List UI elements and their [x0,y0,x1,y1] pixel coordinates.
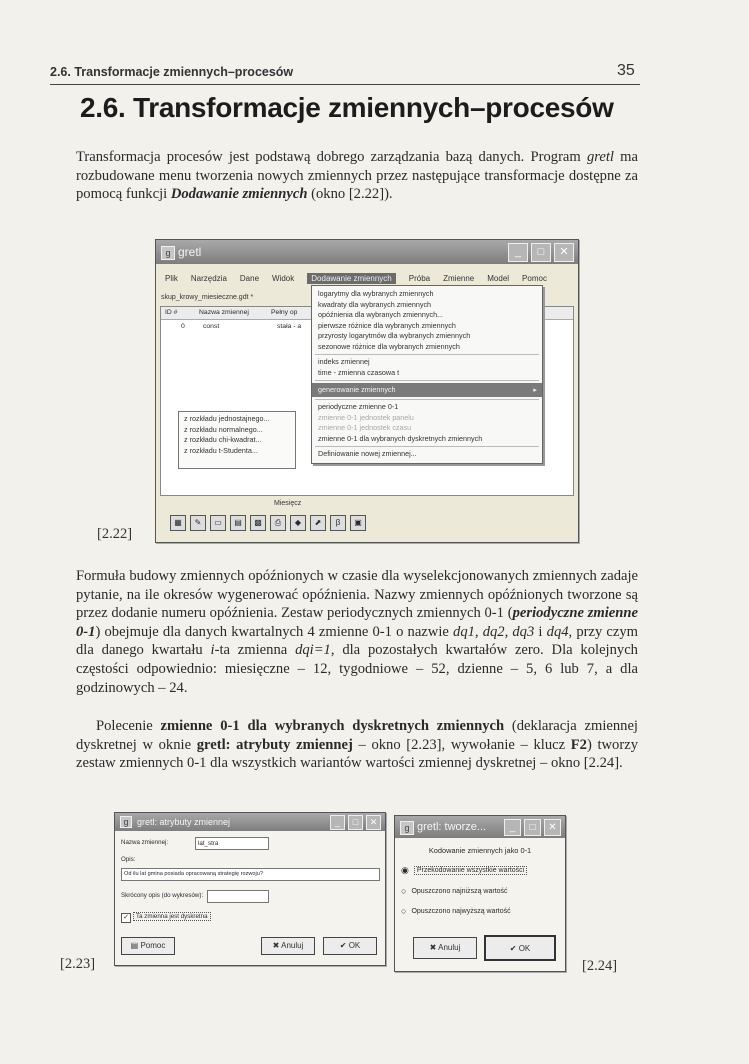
menu-item-periodic-dummies[interactable]: periodyczne zmienne 0-1 [318,402,399,411]
p3-text-3: – okno [2.23], wywołanie – klucz [352,736,571,753]
window-title: gretl [178,245,202,259]
submenu-arrow-icon: ▸ [533,385,537,394]
intro-text-3: (okno [2.22]). [307,186,393,203]
p2-text-1: Formuła budowy zmiennych opóźnionych w czasie dla wyselekcjonowanych zmiennych zadaje pytanie, na ile okresów wygenerować opóźnienia. Nazwy zmiennych opóźnionych tworzone są przez dodanie numeru opóźnienia. Zestaw periodycznych zmiennych 0-1 ( [76,568,638,622]
menu-pomoc[interactable]: Pomoc [522,273,547,283]
menu-widok[interactable]: Widok [272,273,295,283]
option-drop-highest[interactable] [401,906,511,916]
row-id: 0 [181,323,185,330]
column-name[interactable]: Nazwa zmiennej [199,309,249,316]
option-drop-lowest-label: Opuszczono najniższą wartość [411,887,508,895]
menu-separator [315,399,539,400]
cancel-button[interactable] [413,937,477,959]
generate-submenu [178,411,296,469]
name-label: Nazwa zmiennej: [121,839,169,846]
menu-separator [315,354,539,355]
menu-dane[interactable]: Dane [239,273,260,283]
dummify-dialog [394,815,566,972]
dataset-filename: skup_krowy_miesieczne.gdt * [161,294,254,301]
intro-program-name: gretl [586,149,614,165]
option-drop-highest-label: Opuszczono najwyższą wartość [411,907,511,915]
cancel-button-label: Anuluj [438,943,461,952]
menu-dodawanie-zmiennych[interactable]: Dodawanie zmiennych [307,273,396,284]
option-drop-lowest[interactable] [401,886,508,896]
p2-text-6: , dla pozostałych kwartałów zero. Dla kolejnych częstości odpowiednio: miesięczne – 12, tygodniowe – 52, dzienne – 5, 6 lub 7, a dla godzinowych – 24. [76,642,638,696]
edit-icon[interactable]: ✎ [190,515,206,531]
menu-item-discrete-dummies[interactable]: zmienne 0-1 dla wybranych dyskretnych zmiennych [318,433,483,443]
description-input[interactable]: Od ilu lat gmina posiada opracowaną strategię rozwoju? [121,868,380,881]
menu-plik[interactable]: Plik [165,273,178,283]
p2-text-3: i [534,623,547,640]
p2-var-dq4: dq4 [546,623,569,640]
menu-item-unit-dummies: zmienne 0-1 jednostek panelu [318,412,414,422]
intro-text-1: Transformacja procesów jest podstawą dobrego zarządzania bazą danych. Program [76,149,587,165]
figure-label-222: [2.22] [97,526,133,542]
p3-text-1: Polecenie [96,718,161,734]
ok-button[interactable] [484,935,556,961]
cancel-button[interactable] [261,937,315,955]
add-variables-dropdown [311,285,543,464]
menu-item-log-differences[interactable]: przyrosty logarytmów dla wybranych zmiennych [318,331,471,340]
menu-item-random-variable-label: generowanie zmiennych [318,385,396,394]
menu-item-define-new-variable[interactable]: Definiowanie nowej zmiennej... [318,449,417,458]
option-all-values[interactable] [401,865,527,876]
menu-item-first-differences[interactable]: pierwsze różnice dla wybranych zmiennych [318,320,456,330]
p3-text-4: ) tworzy zestaw zmiennych 0-1 dla wszystkich wariantów wartości zmiennej dyskretnej – okno [2.24]. [76,736,638,772]
p2-var-names: dq1, dq2, dq3 [453,623,535,640]
close-button[interactable]: ✕ [544,819,561,836]
p2-text-4: , przy czym dla danego kwartału [76,623,639,659]
gretl-app-icon: g [161,246,175,260]
window-titlebar [156,240,578,264]
p3-command-name: zmienne 0-1 dla wybranych dyskretnych zmiennych [160,718,505,734]
intro-paragraph [76,148,638,204]
menu-zmienne[interactable]: Zmienne [443,273,475,283]
submenu-t-student[interactable]: z rozkładu t-Studenta... [184,445,258,455]
ok-button-label: OK [518,944,531,953]
header-rule [50,84,640,85]
menu-item-random-variable[interactable] [312,383,542,397]
gretl-app-icon: g [120,816,132,828]
figure-label-223: [2.23] [60,956,96,972]
maximize-button[interactable]: □ [348,815,363,830]
session-icon[interactable]: ▤ [230,515,246,531]
intro-function-name: Dodawanie zmiennych [170,186,308,203]
box-icon[interactable]: ▣ [350,515,366,531]
submenu-normal[interactable]: z rozkładu normalnego... [184,424,263,434]
status-text: Miesięcz [274,500,302,507]
discrete-checkbox[interactable]: ✓ [121,913,131,923]
radio-selected-icon: ◉ [401,865,409,875]
row-description: stała - a [277,323,302,330]
paragraph-discrete [76,717,638,773]
cancel-icon: ✖ [272,941,282,950]
dialog-titlebar [395,816,565,838]
ok-button-label: OK [348,941,361,950]
menu-separator [315,446,539,447]
ok-button[interactable] [323,937,377,955]
name-input[interactable]: lat_stra [195,837,269,850]
model-icon[interactable]: ◆ [290,515,306,531]
option-all-values-label: Przekodowanie wszystkie wartości [414,866,527,875]
cancel-button-label: Anuluj [281,941,304,950]
menu-separator [315,380,539,381]
dialog-title: gretl: tworze... [417,821,487,833]
menu-model[interactable]: Model [487,273,510,283]
menu-item-logarithms[interactable]: logarytmy dla wybranych zmiennych [318,289,434,298]
submenu-uniform[interactable]: z rozkładu jednostajnego... [184,414,270,423]
radio-icon: ○ [401,906,407,916]
print-icon[interactable]: ⎙ [270,515,286,531]
menu-narzedzia[interactable]: Narzędzia [190,273,227,283]
console-icon[interactable]: ▭ [210,515,226,531]
column-description[interactable]: Pełny op [271,309,298,316]
p2-var-dqi: dqi=1 [295,642,331,659]
p3-text-2: (deklaracja zmiennej dyskretnej w oknie [76,718,638,753]
close-button[interactable]: ✕ [366,815,381,830]
ok-icon: ✔ [509,944,519,953]
section-title: 2.6. Transformacje zmiennych–procesów [80,92,614,123]
attributes-dialog [114,812,386,966]
cancel-icon: ✖ [429,943,439,952]
menu-item-time-trend[interactable]: time - zmienna czasowa t [318,367,400,377]
short-description-label: Skrócony opis (do wykresów): [121,892,204,899]
submenu-chi-square[interactable]: z rozkładu chi-kwadrat... [184,435,262,444]
menu-item-lags[interactable]: opóźnienia dla wybranych zmiennych... [318,310,444,319]
minimize-button[interactable]: _ [504,819,521,836]
menu-item-seasonal-differences[interactable]: sezonowe różnice dla wybranych zmiennych [318,341,460,351]
figure-label-224: [2.24] [582,958,618,974]
graph-icon[interactable]: ⬈ [310,515,326,531]
menu-item-index[interactable]: indeks zmiennej [318,357,370,366]
coding-heading: Kodowanie zmiennych jako 0-1 [428,846,532,855]
help-icon: ▤ [130,941,141,950]
toolbar [170,515,366,531]
dialog-titlebar [115,813,385,831]
short-description-input[interactable] [207,890,269,903]
beta-icon[interactable]: β [330,515,346,531]
intro-text-2: ma rozbudowane menu tworzenia nowych zmiennych przez następujące transformacje dostępne za pomocą funkcji [76,149,638,203]
help-button-label: Pomoc [140,941,166,950]
help-button[interactable] [121,937,175,955]
calculator-icon[interactable]: ▦ [170,515,186,531]
ok-icon: ✔ [339,941,349,950]
minimize-button[interactable]: _ [330,815,345,830]
maximize-button[interactable]: □ [524,819,541,836]
p2-text-2: ) obejmuje dla danych kwartalnych 4 zmienne 0-1 o nazwie [95,623,454,640]
p2-text-5: -ta zmienna [214,642,296,659]
page-number: 35 [617,62,635,79]
menu-proba[interactable]: Próba [408,273,431,283]
p2-command-name: periodyczne zmienne 0-1 [76,605,638,640]
gretl-main-window [155,239,579,543]
menu-item-time-dummies: zmienne 0-1 jednostek czasu [318,423,412,432]
running-title: 2.6. Transformacje zmiennych–procesów [50,65,294,79]
row-name: const [203,323,220,330]
maximize-button[interactable]: □ [531,243,551,262]
column-id[interactable]: ID # [165,309,178,316]
description-label: Opis: [121,856,136,863]
close-button[interactable]: ✕ [554,243,574,262]
dialog-title: gretl: atrybuty zmiennej [137,817,231,827]
radio-icon: ○ [401,886,407,896]
help-icon[interactable]: ▩ [250,515,266,531]
gretl-app-icon: g [400,821,414,835]
discrete-checkbox-label: Ta zmienna jest dyskretna [133,912,211,921]
p3-window-name: gretl: atrybuty zmiennej [196,736,353,753]
p3-key: F2 [570,736,587,753]
minimize-button[interactable]: _ [508,243,528,262]
menubar [157,271,577,285]
menu-item-squares[interactable]: kwadraty dla wybranych zmiennych [318,299,432,309]
p2-var-i: i [210,642,215,659]
paragraph-lags [76,567,638,697]
